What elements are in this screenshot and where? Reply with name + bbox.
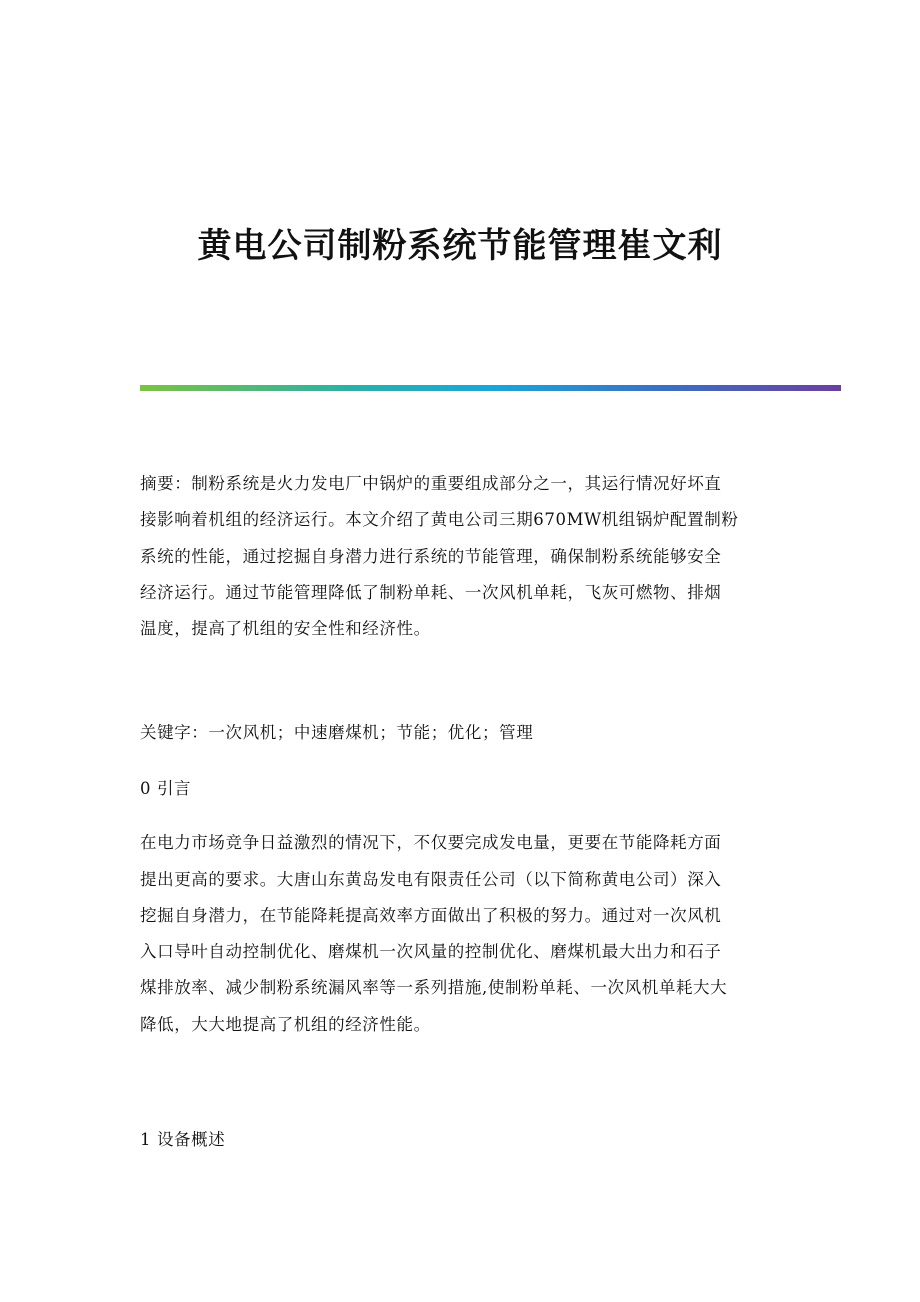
title-divider-gradient-bar	[140, 385, 841, 391]
document-title: 黄电公司制粉系统节能管理崔文利	[197, 226, 723, 266]
abstract-line: 摘要：制粉系统是火力发电厂中锅炉的重要组成部分之一，其运行情况好坏直	[140, 474, 722, 493]
keywords: 关键字：一次风机；中速磨煤机；节能；优化；管理	[140, 723, 534, 742]
intro-line: 煤排放率、减少制粉系统漏风率等一系列措施,使制粉单耗、一次风机单耗大大	[140, 978, 728, 997]
intro-line: 降低，大大地提高了机组的经济性能。	[140, 1015, 431, 1034]
section-heading-intro: 0 引言	[140, 779, 192, 798]
intro-line: 入口导叶自动控制优化、磨煤机一次风量的控制优化、磨煤机最大出力和石子	[140, 942, 722, 961]
abstract-line: 接影响着机组的经济运行。本文介绍了黄电公司三期670MW机组锅炉配置制粉	[140, 510, 739, 529]
abstract-line: 系统的性能，通过挖掘自身潜力进行系统的节能管理，确保制粉系统能够安全	[140, 547, 722, 566]
intro-line: 挖掘自身潜力，在节能降耗提高效率方面做出了积极的努力。通过对一次风机	[140, 906, 722, 925]
section-heading-equipment: 1 设备概述	[140, 1130, 226, 1149]
abstract-line: 温度，提高了机组的安全性和经济性。	[140, 619, 431, 638]
abstract-line: 经济运行。通过节能管理降低了制粉单耗、一次风机单耗，飞灰可燃物、排烟	[140, 583, 722, 602]
intro-line: 提出更高的要求。大唐山东黄岛发电有限责任公司（以下简称黄电公司）深入	[140, 870, 722, 889]
intro-line: 在电力市场竞争日益激烈的情况下，不仅要完成发电量，更要在节能降耗方面	[140, 833, 722, 852]
